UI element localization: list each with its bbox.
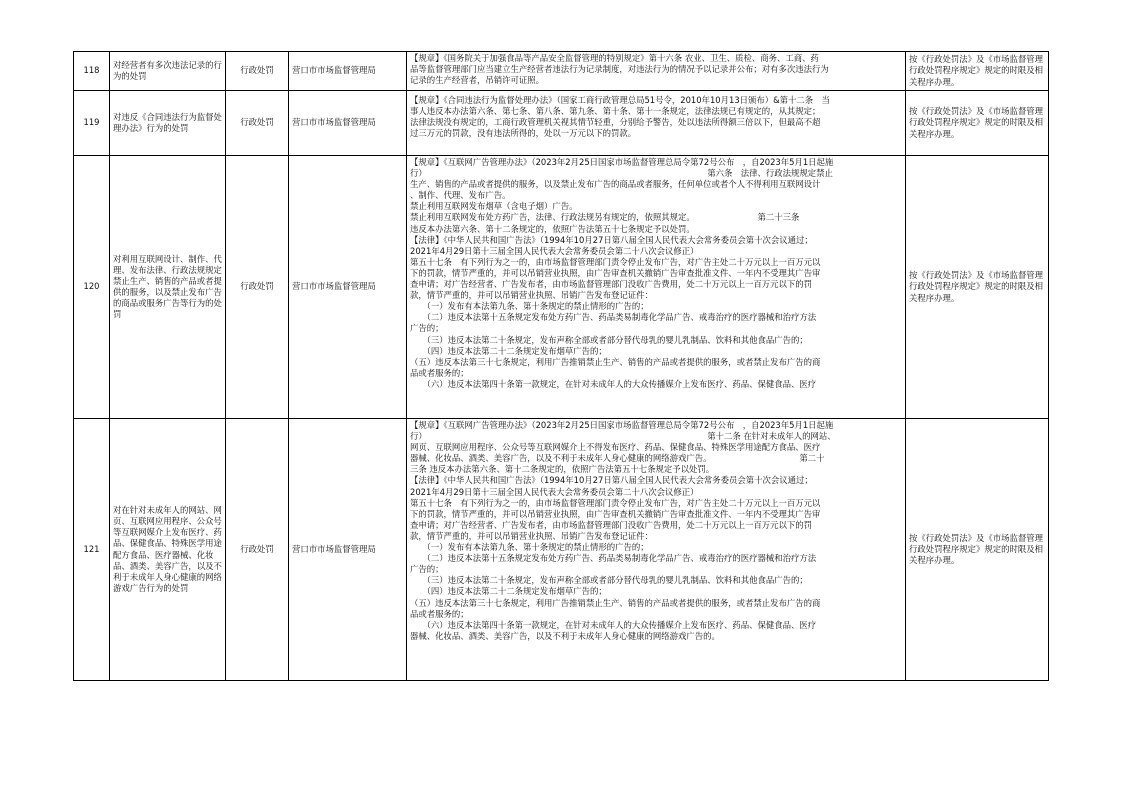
table-row: [74, 419, 1049, 681]
basis-line: 器械、化妆品、酒类、美容广告，以及不利于未成年人身心健康的网络游戏广告的。: [410, 630, 720, 641]
basis-line: （一）发布有本法第九条、第十条规定的禁止情形的广告的；: [410, 301, 649, 312]
basis-line: 禁止利用互联网发布烟草（含电子烟）广告。: [410, 201, 578, 212]
basis-lines: [410, 157, 902, 417]
basis-line: 违反本办法第六条、第十二条规定的，依照广告法第五十七条规定予以处罚。: [410, 223, 695, 234]
row-number: 121: [74, 419, 110, 681]
basis-lines: [410, 92, 902, 154]
basis-line: 【规章】《互联网广告管理办法》（2023年2月25日国家市场监督管理总局令第72号公布 ，自2023年5月1日起施: [410, 157, 834, 167]
basis-line: （四）违反本法第二十二条规定发布烟草广告的；: [410, 345, 607, 356]
basis-line: 品或者服务的；: [410, 608, 469, 619]
basis-line: 【规章】《互联网广告管理办法》（2023年2月25日国家市场监督管理总局令第72号公布 ，自2023年5月1日起施: [410, 420, 834, 430]
row-number: 120: [74, 156, 110, 419]
basis-line: 品或者服务的；: [410, 367, 469, 378]
item-name: 对在针对未成年人的网站、网页、互联网应用程序、公众号等互联网媒介上发布医疗、药品、保健食品、特殊医学用途配方食品、医疗器械、化妆品、酒类、美容广告，以及不利于未成年人身心健康的网络游戏广告行为的处罚: [110, 419, 226, 681]
basis-line: （五）违反本法第三十七条规定，利用广告推销禁止生产、销售的产品或者提供的服务，或者禁止发布广告的商: [410, 597, 821, 608]
legal-basis: [407, 52, 906, 91]
basis-line: 器械、化妆品、酒类、美容广告，以及不利于未成年人身心健康的网络游戏广告。 第二十: [410, 453, 825, 464]
item-type: 行政处罚: [226, 91, 289, 156]
item-name: 对利用互联网设计、制作、代理、发布法律、行政法规规定禁止生产、销售的产品或者提供的服务，以及禁止发布广告的商品或服务广告等行为的处罚: [110, 156, 226, 419]
basis-line: （二）违反本法第十五条规定发布处方药广告、药品类易制毒化学品广告、戒毒治疗的医疗器械和治疗方法: [410, 553, 817, 564]
basis-line: 款，情节严重的，并可以吊销营业执照、吊销广告发布登记证件：: [410, 530, 653, 541]
responsible-agency: 营口市市场监督管理局: [289, 156, 407, 419]
basis-line: （一）发布有本法第九条、第十条规定的禁止情形的广告的；: [410, 542, 649, 553]
basis-line: 、制作、代理、发布广告。: [410, 190, 511, 201]
procedure-note: 按《行政处罚法》及《市场监督管理行政处罚程序规定》规定的时限及相关程序办理。: [906, 419, 1049, 681]
item-type: 行政处罚: [226, 419, 289, 681]
table-row: [74, 52, 1049, 91]
basis-line: （六）违反本法第四十条第一款规定，在针对未成年人的大众传播媒介上发布医疗、药品、保健食品、医疗: [410, 378, 817, 389]
responsible-agency: 营口市市场监督管理局: [289, 419, 407, 681]
basis-line: 事人违反本办法第六条、第七条、第八条、第九条、第十条、第十一条规定，法律法规已有规定的，从其规定；: [410, 106, 821, 117]
basis-line: 第五十七条 有下列行为之一的，由市场监督管理部门责令停止发布广告，对广告主处二十万元以上一百万元以: [410, 256, 821, 267]
basis-line: 过三万元的罚款，没有违法所得的，处以一万元以下的罚款。: [410, 128, 637, 139]
basis-line: 【规章】《国务院关于加强食品等产品安全监督管理的特别规定》第十六条 农业、卫生、质检、商务、工商、药: [410, 53, 819, 63]
basis-line: 广告的；: [410, 323, 444, 334]
basis-line: 【规章】《合同违法行为监督处理办法》（国家工商行政管理总局51号令，2010年10月13日颁布）&第十二条 当: [410, 95, 830, 105]
item-type: 行政处罚: [226, 156, 289, 419]
basis-line: 下的罚款，情节严重的，并可以吊销营业执照，由广告审查机关撤销广告审查批准文件、一年内不受理其广告审: [410, 508, 821, 519]
basis-line: 查申请；对广告经营者、广告发布者，由市场监督管理部门没收广告费用，处二十万元以上一百万元以下的罚: [410, 279, 812, 290]
legal-basis: [407, 91, 906, 156]
basis-lines: [410, 53, 902, 89]
legal-basis: [407, 419, 906, 681]
basis-line: 行） 第十二条 在针对未成年人的网站、: [410, 431, 836, 442]
item-name: 对经营者有多次违法记录的行为的处罚: [110, 52, 226, 91]
legal-basis: [407, 156, 906, 419]
table-body: [74, 52, 1049, 681]
basis-line: 2021年4月29日第十三届全国人民代表大会常务委员会第二十八次会议修正）: [410, 245, 699, 256]
table-row: [74, 91, 1049, 156]
basis-line: 记录的生产经营者，吊销许可证照。: [410, 75, 544, 86]
basis-line: 三条 违反本办法第六条、第十二条规定的，依照广告法第五十七条规定予以处罚。: [410, 464, 715, 475]
basis-line: （六）违反本法第四十条第一款规定，在针对未成年人的大众传播媒介上发布医疗、药品、保健食品、医疗: [410, 619, 817, 630]
basis-line: 款，情节严重的，并可以吊销营业执照、吊销广告发布登记证件：: [410, 290, 653, 301]
basis-line: （二）违反本法第十五条规定发布处方药广告、药品类易制毒化学品广告、戒毒治疗的医疗器械和治疗方法: [410, 312, 817, 323]
basis-line: 行） 第六条 法律、行政法规规定禁止: [410, 168, 833, 179]
basis-line: 下的罚款，情节严重的，并可以吊销营业执照，由广告审查机关撤销广告审查批准文件、一年内不受理其广告审: [410, 267, 821, 278]
basis-line: 生产、销售的产品或者提供的服务，以及禁止发布广告的商品或者服务，任何单位或者个人不得利用互联网设计: [410, 179, 821, 190]
responsible-agency: 营口市市场监督管理局: [289, 52, 407, 91]
basis-line: 法律法规没有规定的，工商行政管理机关视其情节轻重，分别给予警告，处以违法所得额三倍以下，但最高不超: [410, 117, 821, 128]
procedure-note: 按《行政处罚法》及《市场监督管理行政处罚程序规定》规定的时限及相关程序办理。: [906, 156, 1049, 419]
basis-lines: [410, 420, 902, 679]
basis-line: 2021年4月29日第十三届全国人民代表大会常务委员会第二十八次会议修正）: [410, 486, 699, 497]
basis-line: 查申请；对广告经营者、广告发布者，由市场监督管理部门没收广告费用，处二十万元以上一百万元以下的罚: [410, 519, 812, 530]
table-row: [74, 156, 1049, 419]
basis-line: 广告的；: [410, 564, 444, 575]
item-type: 行政处罚: [226, 52, 289, 91]
procedure-note: 按《行政处罚法》及《市场监督管理行政处罚程序规定》规定的时限及相关程序办理。: [906, 91, 1049, 156]
basis-line: （五）违反本法第三十七条规定，利用广告推销禁止生产、销售的产品或者提供的服务，或者禁止发布广告的商: [410, 356, 821, 367]
basis-line: 【法律】《中华人民共和国广告法》（1994年10月27日第八届全国人民代表大会常务委员会第十次会议通过；: [410, 234, 813, 245]
item-name: 对违反《合同违法行为监督处理办法》行为的处罚: [110, 91, 226, 156]
basis-line: （三）违反本法第二十条规定，发布声称全部或者部分替代母乳的婴儿乳制品、饮料和其他食品广告的；: [410, 575, 808, 586]
row-number: 118: [74, 52, 110, 91]
regulation-table: [73, 51, 1049, 681]
responsible-agency: 营口市市场监督管理局: [289, 91, 407, 156]
basis-line: 第五十七条 有下列行为之一的，由市场监督管理部门责令停止发布广告，对广告主处二十万元以上一百万元以: [410, 497, 821, 508]
basis-line: 【法律】《中华人民共和国广告法》（1994年10月27日第八届全国人民代表大会常务委员会第十次会议通过；: [410, 475, 813, 486]
basis-line: （四）违反本法第二十二条规定发布烟草广告的；: [410, 586, 607, 597]
basis-line: 网页、互联网应用程序、公众号等互联网媒介上不得发布医疗、药品、保健食品、特殊医学用途配方食品、医疗: [410, 442, 821, 453]
basis-line: 品等监督管理部门应当建立生产经营者违法行为记录制度，对违法行为的情况予以记录并公布；对有多次违法行为: [410, 64, 829, 75]
procedure-note: 按《行政处罚法》及《市场监督管理行政处罚程序规定》规定的时限及相关程序办理。: [906, 52, 1049, 91]
basis-line: 禁止利用互联网发布处方药广告，法律、行政法规另有规定的，依照其规定。 第二十三条: [410, 212, 800, 223]
basis-line: （三）违反本法第二十条规定，发布声称全部或者部分替代母乳的婴儿乳制品、饮料和其他食品广告的；: [410, 334, 808, 345]
row-number: 119: [74, 91, 110, 156]
